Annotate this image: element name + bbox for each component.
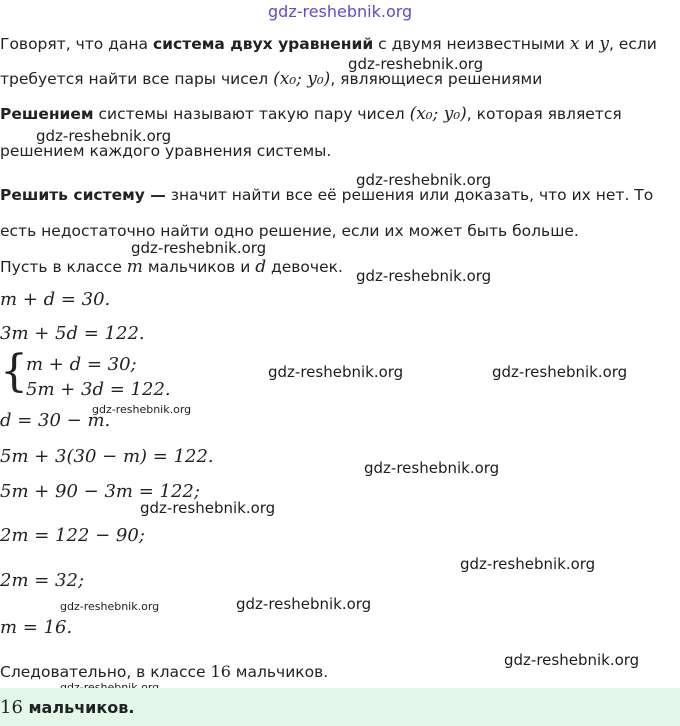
watermark: gdz-reshebnik.org [60, 600, 160, 613]
equation-1: m + d = 30. [0, 289, 111, 310]
equation-7: 2m = 32; [0, 570, 85, 591]
watermark: gdz-reshebnik.org [504, 651, 640, 669]
paragraph-solution-definition-cont: решением каждого уравнения системы. [0, 142, 332, 160]
watermark: gdz-reshebnik.org [131, 239, 267, 257]
answer-text: 16 мальчиков. [0, 697, 135, 718]
paragraph-system-definition: Говорят, что дана система двух уравнений с двумя неизвестными x и y, если [0, 34, 657, 54]
equation-6: 2m = 122 − 90; [0, 525, 145, 546]
watermark: gdz-reshebnik.org [36, 127, 172, 145]
paragraph-system-definition-cont: требуется найти все пары чисел (x₀; y₀), являющиеся решениями [0, 69, 543, 89]
equation-3: d = 30 − m. [0, 410, 111, 431]
watermark: gdz-reshebnik.org [268, 363, 404, 381]
watermark: gdz-reshebnik.org [140, 499, 276, 517]
system-brace: { [0, 346, 28, 397]
paragraph-solution-definition: Решением системы называют такую пару чисел (x₀; y₀), которая является [0, 104, 622, 124]
watermark: gdz-reshebnik.org [460, 555, 596, 573]
equation-5: 5m + 90 − 3m = 122; [0, 481, 200, 502]
system-equation-2: 5m + 3d = 122. [26, 379, 171, 400]
watermark: gdz-reshebnik.org [492, 363, 628, 381]
equation-4: 5m + 3(30 − m) = 122. [0, 446, 214, 467]
paragraph-let: Пусть в классе m мальчиков и d девочек. [0, 257, 343, 277]
system-equation-1: m + d = 30; [26, 354, 137, 375]
watermark: gdz-reshebnik.org [364, 459, 500, 477]
watermark: gdz-reshebnik.org [268, 2, 413, 21]
conclusion: Следовательно, в классе 16 мальчиков. [0, 662, 329, 681]
equation-8: m = 16. [0, 617, 73, 638]
watermark: gdz-reshebnik.org [236, 595, 372, 613]
answer-box [0, 688, 680, 726]
paragraph-solve-definition-cont: есть недостаточно найти одно решение, если их может быть больше. [0, 222, 579, 240]
watermark: gdz-reshebnik.org [356, 267, 492, 285]
equation-2: 3m + 5d = 122. [0, 323, 145, 344]
watermark: gdz-reshebnik.org [348, 55, 484, 73]
watermark: gdz-reshebnik.org [92, 403, 192, 416]
watermark: gdz-reshebnik.org [356, 171, 492, 189]
paragraph-solve-definition: Решить систему — значит найти все её решения или доказать, что их нет. То [0, 186, 654, 204]
